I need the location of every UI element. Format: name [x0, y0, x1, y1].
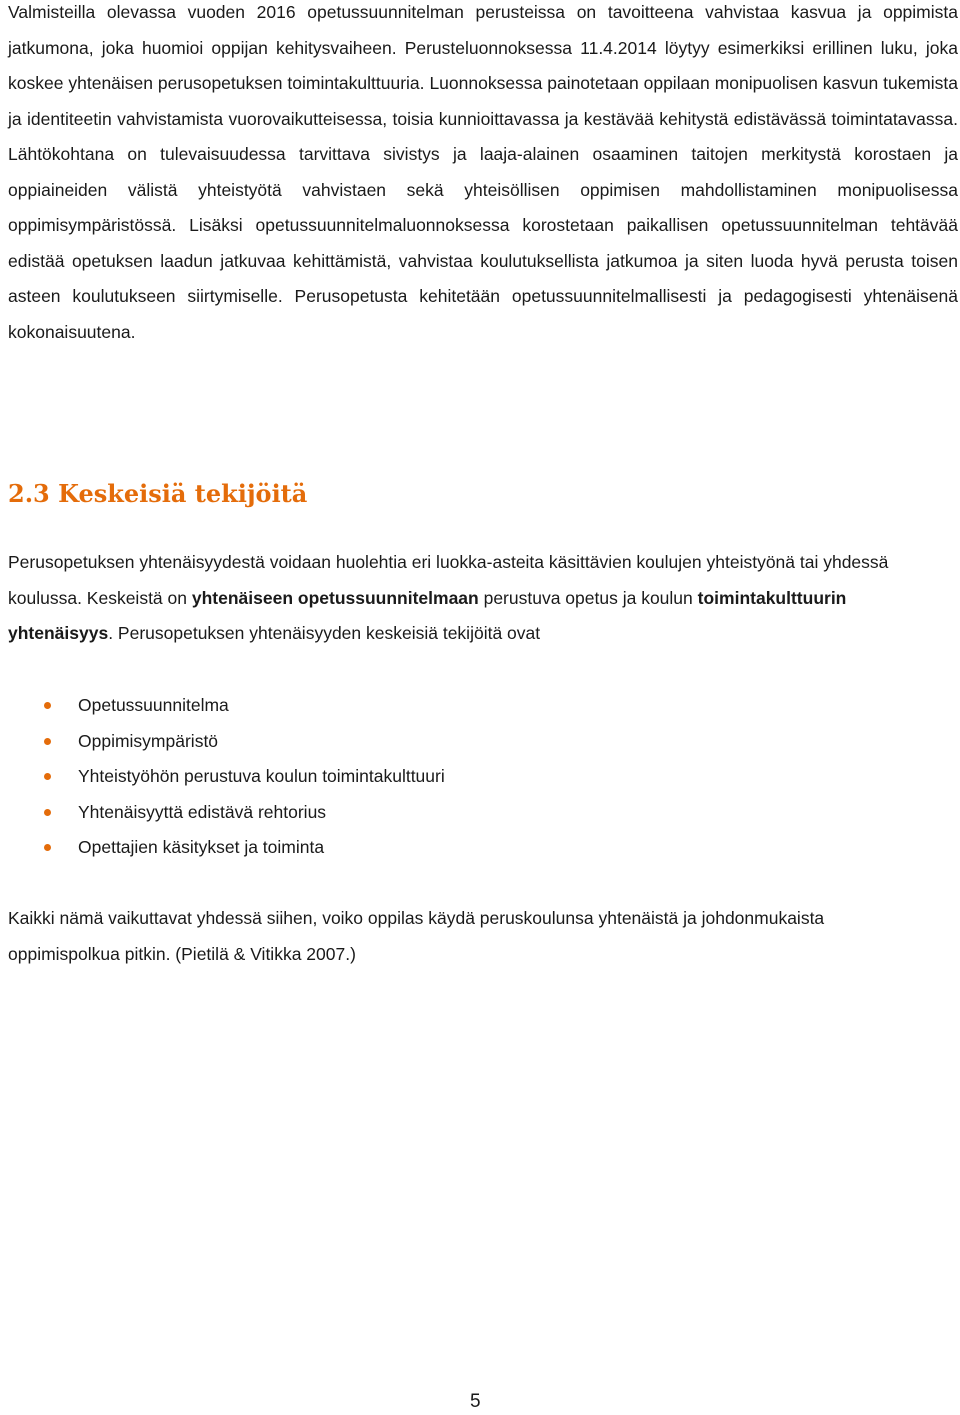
bullet-icon	[44, 738, 51, 745]
list-item	[8, 759, 445, 795]
bullet-icon	[44, 809, 51, 816]
factor-list	[8, 688, 445, 866]
list-item-label: Yhtenäisyyttä edistävä rehtorius	[78, 801, 327, 822]
paragraph-text: perustuva opetus ja koulun	[478, 587, 698, 608]
list-item	[8, 795, 445, 831]
list-item	[8, 830, 445, 866]
list-item-label: Opetussuunnitelma	[78, 695, 229, 715]
bold-term-culture: toimintakulttuurin yhtenäisyys	[8, 587, 847, 643]
bullet-icon	[44, 702, 51, 709]
page-number: 5	[470, 1391, 481, 1412]
bold-term-curriculum: yhtenäiseen opetussuunnitelmaan	[191, 587, 479, 608]
list-item	[8, 724, 445, 760]
intro-paragraph: Valmisteilla olevassa vuoden 2016 opetussuunnitelman perusteissa on tavoitteena vahvistaa kasvua ja oppimista jatkumona, joka huomioi oppijan kehitysvaiheen. Perusteluonnoksessa 11.4.2014 löytyy esimerkiksi erillinen luku, joka koskee yhtenäisen perusopetuksen toimintakulttuuria. Luonnoksessa painotetaan oppilaan monipuolisen kasvun tukemista ja identiteetin vahvistamista vuorovaikutteisessa, toisia kunnioittavassa ja kestävää kehitystä edistävässä toimintatavassa. Lähtökohtana on tulevaisuudessa tarvittava sivistys ja laaja-alainen osaaminen taitojen merkitystä korostaen ja oppiaineiden välistä yhteistyötä vahvistaen sekä yhteisöllisen oppimisen mahdollistaminen monipuolisessa oppimisympäristössä. Lisäksi opetussuunnitelmaluonnoksessa korostetaan paikallisen opetussuunnitelman tehtävää edistää opetuksen laadun jatkuvaa kehittämistä, vahvistaa koulutuksellista jatkumoa ja siten luoda hyvä perusta toisen asteen koulutukseen siirtymiselle. Perusopetusta kehitetään opetussuunnitelmallisesti ja pedagogisesti yhtenäisenä kokonaisuutena.	[8, 2, 958, 342]
paragraph-text: Perusopetuksen yhtenäisyydestä voidaan huolehtia eri luokka-asteita käsittävien koulujen yhteistyönä tai yhdessä koulussa. Keskeistä on	[8, 552, 889, 608]
list-item-label: Oppimisympäristö	[78, 730, 219, 751]
list-item	[8, 688, 445, 724]
body-paragraph	[8, 545, 928, 652]
section-heading: 2.3 Keskeisiä tekijöitä	[8, 479, 308, 508]
bullet-icon	[44, 773, 51, 780]
paragraph-text: . Perusopetuksen yhtenäisyyden keskeisiä tekijöitä ovat	[108, 623, 541, 643]
closing-paragraph: Kaikki nämä vaikuttavat yhdessä siihen, voiko oppilas käydä peruskoulunsa yhtenäistä ja johdonmukaista oppimispolkua pitkin. (Pietilä & Vitikka 2007.)	[8, 908, 825, 964]
list-item-label: Opettajien käsitykset ja toiminta	[78, 837, 325, 857]
list-item-label: Yhteistyöhön perustuva koulun toimintakulttuuri	[78, 766, 445, 786]
bullet-icon	[44, 844, 51, 851]
